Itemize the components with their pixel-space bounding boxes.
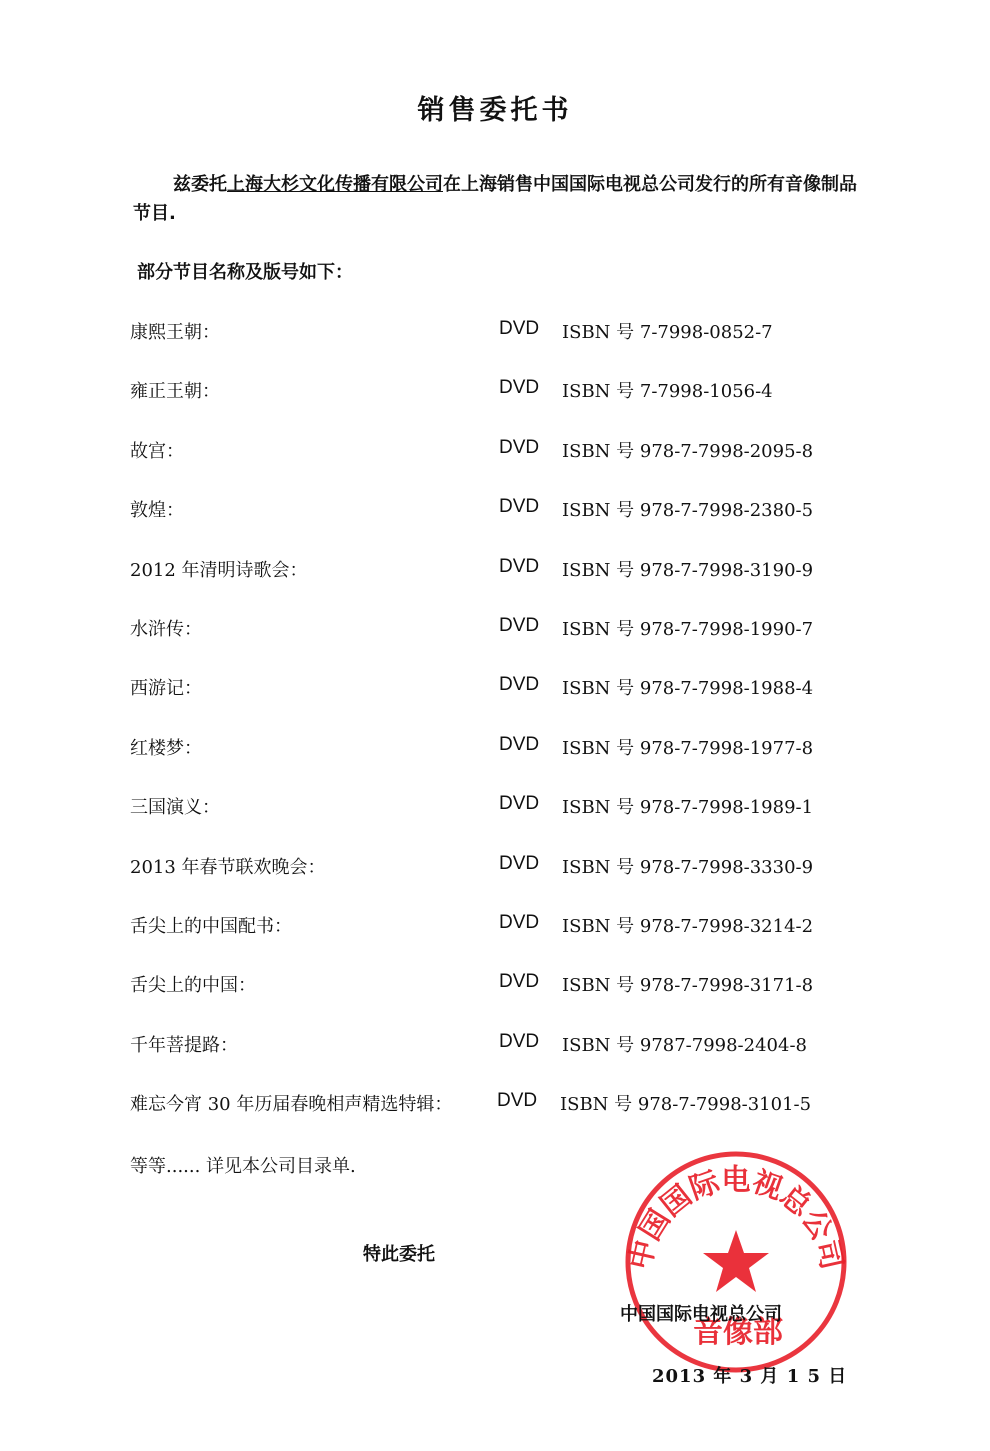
list-item xyxy=(130,318,850,377)
program-name: 康熙王朝： xyxy=(130,322,220,343)
signature-date: 2013 年 3 月 1 5 日 xyxy=(652,1366,848,1387)
program-list xyxy=(130,318,850,1149)
list-item xyxy=(130,853,850,912)
program-isbn: ISBN 号 978-7-7998-1977-8 xyxy=(562,737,814,759)
seal-department: 音像部 xyxy=(693,1315,783,1350)
program-name: 西游记： xyxy=(130,678,202,700)
program-isbn: ISBN 号 7-7998-0852-7 xyxy=(562,322,773,343)
catalog-note: 等等...... 详见本公司目录单. xyxy=(130,1156,356,1177)
program-isbn: ISBN 号 7-7998-1056-4 xyxy=(562,381,773,403)
program-name: 水浒传： xyxy=(130,618,202,640)
program-isbn: ISBN 号 978-7-7998-3171-8 xyxy=(562,975,814,997)
program-format: DVD xyxy=(499,555,540,577)
list-item xyxy=(130,734,850,793)
program-name: 舌尖上的中国： xyxy=(130,975,256,997)
list-subheading: 部分节目名称及版号如下： xyxy=(137,262,353,283)
program-name: 红楼梦： xyxy=(130,737,202,759)
program-isbn: ISBN 号 978-7-7998-1988-4 xyxy=(562,678,814,700)
program-format: DVD xyxy=(499,377,540,399)
intro-paragraph xyxy=(133,170,873,228)
program-format: DVD xyxy=(499,793,540,815)
program-format: DVD xyxy=(499,733,540,755)
program-name: 三国演义： xyxy=(130,797,220,819)
list-item xyxy=(130,1031,850,1090)
intro-suffix: 在上海销售中国国际电视总公司发行的所有音像制品节目. xyxy=(133,174,857,224)
seal-ring-text: 中国国际电视总公司 xyxy=(622,1162,850,1273)
program-name: 故宫： xyxy=(130,440,184,462)
program-name: 2013 年春节联欢晚会： xyxy=(130,856,326,878)
star-icon xyxy=(703,1230,769,1292)
document-title: 销售委托书 xyxy=(417,95,573,126)
program-name: 舌尖上的中国配书： xyxy=(130,915,292,937)
program-format: DVD xyxy=(497,1090,538,1112)
program-format: DVD xyxy=(499,971,540,993)
program-name: 难忘今宵 30 年历届春晚相声精选特辑： xyxy=(130,1094,453,1116)
closing-phrase: 特此委托 xyxy=(363,1244,435,1265)
list-item xyxy=(130,615,850,674)
program-format: DVD xyxy=(499,911,540,933)
program-isbn: ISBN 号 978-7-7998-2095-8 xyxy=(562,440,814,462)
program-name: 2012 年清明诗歌会： xyxy=(130,559,308,581)
program-name: 雍正王朝： xyxy=(130,381,220,403)
program-format: DVD xyxy=(499,318,540,339)
program-isbn: ISBN 号 978-7-7998-2380-5 xyxy=(562,500,814,522)
list-item xyxy=(130,437,850,496)
intro-prefix: 兹委托 xyxy=(173,174,227,195)
program-format: DVD xyxy=(499,852,540,874)
company-seal xyxy=(622,1148,850,1376)
program-format: DVD xyxy=(499,674,540,696)
program-format: DVD xyxy=(499,614,540,636)
list-item xyxy=(130,556,850,615)
program-isbn: ISBN 号 978-7-7998-3214-2 xyxy=(562,915,814,937)
intro-company: 上海大杉文化传播有限公司 xyxy=(227,174,443,195)
list-item xyxy=(130,971,850,1030)
list-item xyxy=(130,1090,850,1149)
program-isbn: ISBN 号 978-7-7998-1990-7 xyxy=(562,618,814,640)
signer-name: 中国国际电视总公司 xyxy=(620,1304,782,1325)
program-name: 千年菩提路： xyxy=(130,1034,238,1056)
list-item xyxy=(130,377,850,436)
list-item xyxy=(130,674,850,733)
program-name: 敦煌： xyxy=(130,500,184,522)
list-item xyxy=(130,496,850,555)
program-isbn: ISBN 号 978-7-7998-3101-5 xyxy=(560,1094,812,1116)
program-format: DVD xyxy=(499,496,540,518)
program-format: DVD xyxy=(499,436,540,458)
list-item xyxy=(130,793,850,852)
program-format: DVD xyxy=(499,1030,540,1052)
program-isbn: ISBN 号 978-7-7998-1989-1 xyxy=(562,797,814,819)
list-item xyxy=(130,912,850,971)
program-isbn: ISBN 号 978-7-7998-3330-9 xyxy=(562,856,814,878)
program-isbn: ISBN 号 9787-7998-2404-8 xyxy=(562,1034,807,1056)
program-isbn: ISBN 号 978-7-7998-3190-9 xyxy=(562,559,814,581)
